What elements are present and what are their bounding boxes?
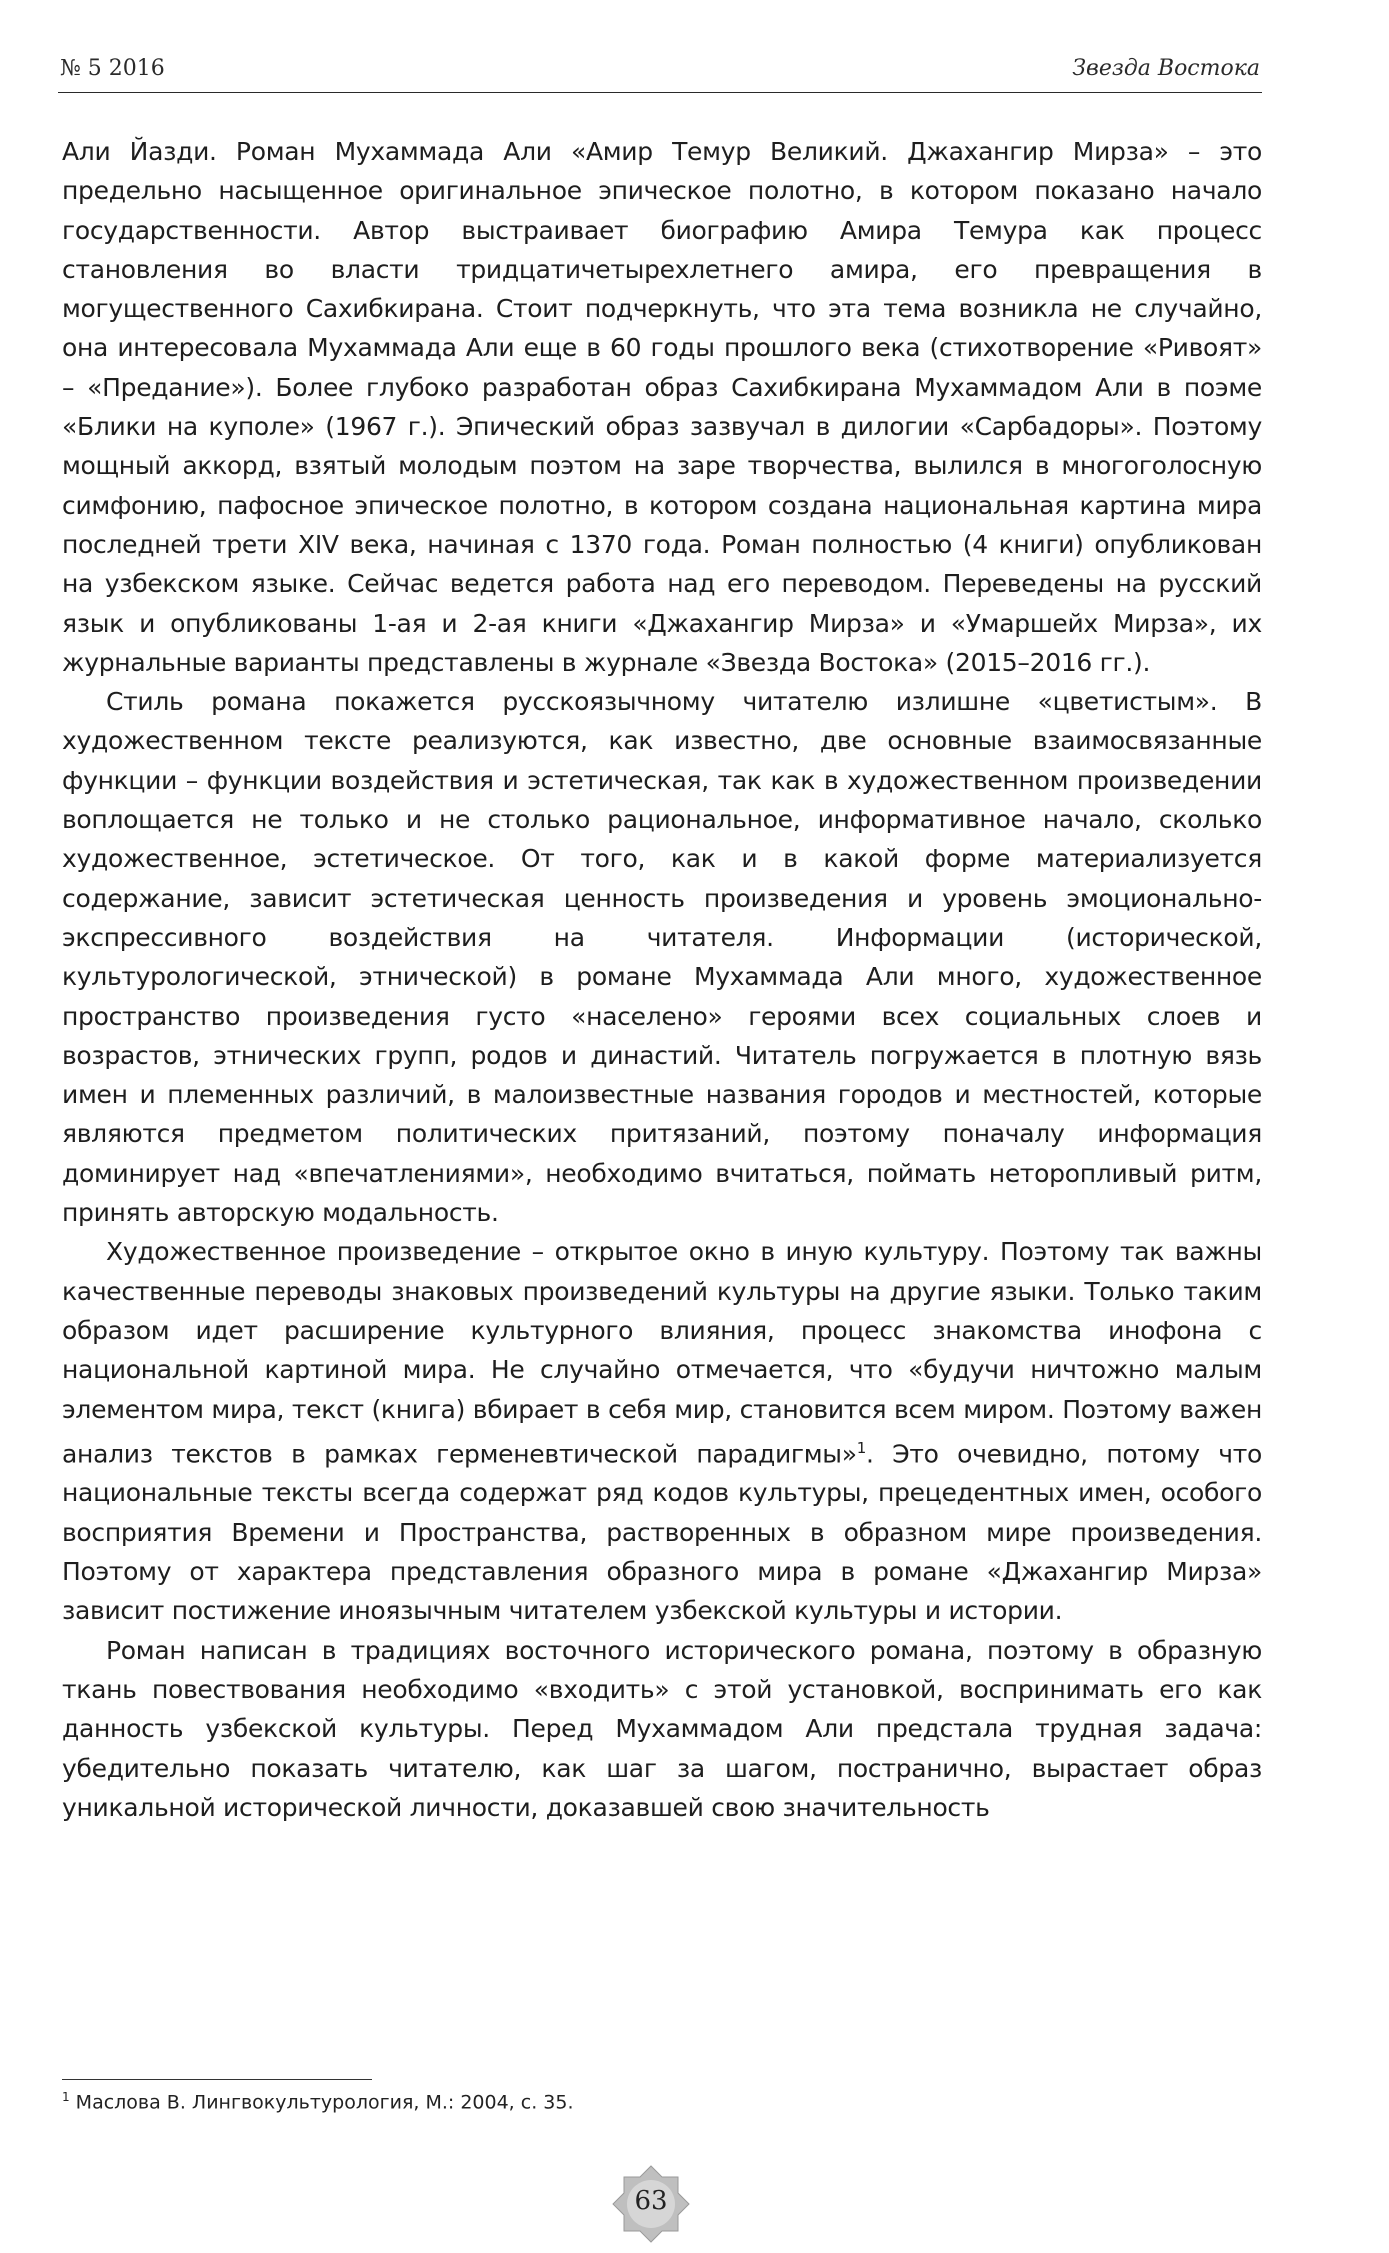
footnote-divider bbox=[62, 2079, 372, 2080]
footnote-reference: 1 bbox=[856, 1438, 866, 1457]
issue-number: № 5 2016 bbox=[60, 56, 165, 81]
article-body bbox=[62, 132, 1262, 1827]
paragraph-1: Али Йазди. Роман Мухаммада Али «Амир Темур Великий. Джахангир Мирза» – это предельно насыщенное оригинальное эпическое полотно, в котором показано начало государственности. Автор выстраивает биографию Амира Темура как процесс становления во власти тридцатичетырехлетнего амира, его превращения в могущественного Сахибкирана. Стоит подчеркнуть, что эта тема возникла не случайно, она интересовала Мухаммада Али еще в 60 годы прошлого века (стихотворение «Ривоят» – «Предание»). Более глубоко разработан образ Сахибкирана Мухаммадом Али в поэме «Блики на куполе» (1967 г.). Эпический образ зазвучал в дилогии «Сарбадоры». Поэтому мощный аккорд, взятый молодым поэтом на заре творчества, вылился в многоголосную симфонию, пафосное эпическое полотно, в котором создана национальная картина мира последней трети XIV века, начиная с 1370 года. Роман полностью (4 книги) опубликован на узбекском языке. Сейчас ведется работа над его переводом. Переведены на русский язык и опубликованы 1-ая и 2-ая книги «Джахангир Мирза» и «Умаршейх Мирза», их журнальные варианты представлены в журнале «Звезда Востока» (2015–2016 гг.). bbox=[62, 137, 1262, 677]
paragraph-4: Роман написан в традициях восточного исторического романа, поэтому в образную ткань повествования необходимо «входить» с этой установкой, воспринимать его как данность узбекской культуры. Перед Мухаммадом Али предстала трудная задача: убедительно показать читателю, как шаг за шагом, постранично, вырастает образ уникальной исторической личности, доказавшей свою значительность bbox=[62, 1635, 1262, 1822]
footnote-text: Маслова В. Лингвокультурология, М.: 2004, с. 35. bbox=[69, 2091, 574, 2114]
journal-title: Звезда Востока bbox=[1072, 56, 1260, 81]
paragraph-3-text: Художественное произведение – открытое окно в иную культуру. Поэтому так важны качественные переводы знаковых произведений культуры на другие языки. Только таким образом идет расширение культурного влияния, процесс знакомства инофона с национальной картиной мира. Не случайно отмечается, что «будучи ничтожно малым элементом мира, текст (книга) вбирает в себя мир, становится всем миром. Поэтому важен анализ текстов в рамках герменевтической парадигмы» bbox=[62, 1237, 1262, 1469]
footnote bbox=[62, 2090, 1262, 2113]
running-header bbox=[58, 48, 1262, 93]
paragraph-3 bbox=[62, 1232, 1262, 1630]
paragraph-3-continuation: . Это очевидно, потому что национальные тексты всегда содержат ряд кодов культуры, прецедентных имен, особого восприятия Времени и Пространства, растворенных в образном мире произведения. Поэтому от характера представления образного мира в романе «Джахангир Мирза» зависит постижение иноязычным читателем узбекской культуры и истории. bbox=[62, 1439, 1262, 1626]
paragraph-2: Стиль романа покажется русскоязычному читателю излишне «цветистым». В художественном тексте реализуются, как известно, две основные взаимосвязанные функции – функции воздействия и эстетическая, так как в художественном произведении воплощается не только и не столько рациональное, информативное начало, сколько художественное, эстетическое. От того, как и в какой форме материализуется содержание, зависит эстетическая ценность произведения и уровень эмоционально-экспрессивного воздействия на читателя. Информации (исторической, культурологической, этнической) в романе Мухаммада Али много, художественное пространство произведения густо «населено» героями всех социальных слоев и возрастов, этнических групп, родов и династий. Читатель погружается в плотную вязь имен и племенных различий, в малоизвестные названия городов и местностей, которые являются предметом политических притязаний, поэтому поначалу информация доминирует над «впечатлениями», необходимо вчитаться, поймать неторопливый ритм, принять авторскую модальность. bbox=[62, 687, 1262, 1228]
page-number: 63 bbox=[634, 2186, 668, 2216]
footnote-marker: 1 bbox=[62, 2090, 70, 2104]
